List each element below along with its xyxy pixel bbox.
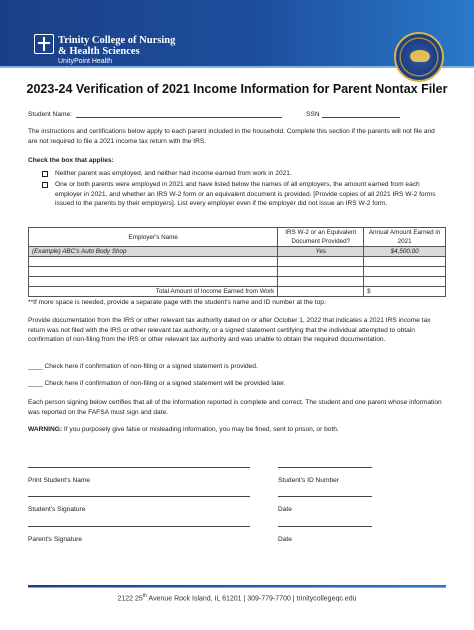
option1-checkbox[interactable] [42, 171, 48, 177]
ssn-field[interactable] [322, 117, 400, 118]
total-blank [278, 287, 364, 297]
student-signature-label: Student's Signature [28, 506, 86, 513]
footer-address-rest: Avenue Rock Island, IL 61201 | 309-779-7700 | trinitycollegeqc.edu [146, 595, 357, 603]
cross-logo-icon [34, 34, 54, 54]
check-heading: Check the box that applies: [28, 157, 114, 164]
table-row[interactable] [29, 257, 446, 267]
more-space-note: **If more space is needed, provide a separate page with the student's name and ID number at the top. [28, 299, 326, 306]
footer-divider-accent [28, 587, 446, 588]
student-signature-field[interactable] [28, 496, 250, 497]
total-row [29, 287, 446, 297]
warning-message: If you purposely give false or misleading information, you may be fined, sent to prison, or both. [62, 426, 339, 433]
check-provided[interactable]: ____ Check here if confirmation of non-filing or a signed statement is provided. [28, 363, 258, 370]
example-employer: (Example) ABC's Auto Body Shop [29, 247, 278, 257]
footer-contact [0, 593, 474, 602]
option2-text: One or both parents were employed in 2021 and have listed below the names of all employers, the amount earned from each employer in 2021, and whether an IRS W-2 form or an equivalent document is provided. [Provide copies of all 2021 IRS W-2 forms issued to the parents by their employers]. List every employer even if the employer did not issue an IRS W-2 form. [55, 181, 436, 208]
amount-header: Annual Amount Earned in 2021 [364, 228, 446, 247]
employer-name-header: Employer's Name [29, 228, 278, 247]
ssn-label: SSN [306, 111, 320, 118]
warning-text [28, 425, 446, 435]
total-amount-field[interactable]: $ [364, 287, 446, 297]
parent-date-field[interactable] [278, 526, 372, 527]
student-name-label: Student Name: [28, 111, 72, 118]
parent-signature-label: Parent's Signature [28, 536, 83, 543]
total-label: Total Amount of Income Earned from Work [29, 287, 278, 297]
option1-text: Neither parent was employed, and neither had income earned from work in 2021. [55, 170, 292, 177]
warning-label: WARNING: [28, 426, 63, 433]
student-id-field[interactable] [278, 467, 372, 468]
lamp-icon [410, 50, 430, 62]
check-later[interactable]: ____ Check here if confirmation of non-filing or a signed statement will be provided later. [28, 380, 286, 387]
table-row[interactable] [29, 267, 446, 277]
parent-signature-field[interactable] [28, 526, 250, 527]
print-name-field[interactable] [28, 467, 250, 468]
intro-text: The instructions and certifications below apply to each parent included in the household. Complete this section if the parents will not file and are not required to file a 2021 income tax return with the IRS. [28, 128, 435, 145]
student-date-label: Date [278, 506, 292, 513]
example-amount: $4,500.00 [364, 247, 446, 257]
org-affiliation: UnityPoint Health [58, 58, 113, 65]
org-name-line1: Trinity College of Nursing [58, 35, 176, 46]
student-id-label: Student's ID Number [278, 477, 339, 484]
option2-checkbox[interactable] [42, 182, 48, 188]
footer-address-suffix: th [142, 593, 147, 599]
example-w2: Yes [278, 247, 364, 257]
table-row[interactable] [29, 277, 446, 287]
college-seal-icon [394, 32, 444, 82]
student-date-field[interactable] [278, 496, 372, 497]
employer-table [28, 227, 446, 297]
print-name-label: Print Student's Name [28, 477, 91, 484]
example-row [29, 247, 446, 257]
parent-date-label: Date [278, 536, 292, 543]
w2-provided-header: IRS W-2 or an Equivalent Document Provided? [278, 228, 364, 247]
documentation-text: Provide documentation from the IRS or other relevant tax authority dated on or after October 1, 2022 that indicates a 2021 IRS income tax return was not filed with the IRS or other relevant tax authority, or a signed statement certifying that the individual attempted to obtain confirmation of non-filing from the IRS or other relevant tax authority and was unable to obtain the required documentation. [28, 317, 431, 344]
footer-address-number: 2122 25 [117, 595, 143, 603]
certify-text: Each person signing below certifies that all of the information reported is complete and correct. The student and one parent whose information was reported on the FAFSA must sign and date. [28, 399, 442, 416]
page-title: 2023-24 Verification of 2021 Income Information for Parent Nontax Filer [26, 82, 448, 96]
student-name-field[interactable] [76, 117, 282, 118]
table-header-row [29, 228, 446, 247]
org-name-line2: & Health Sciences [58, 46, 140, 57]
